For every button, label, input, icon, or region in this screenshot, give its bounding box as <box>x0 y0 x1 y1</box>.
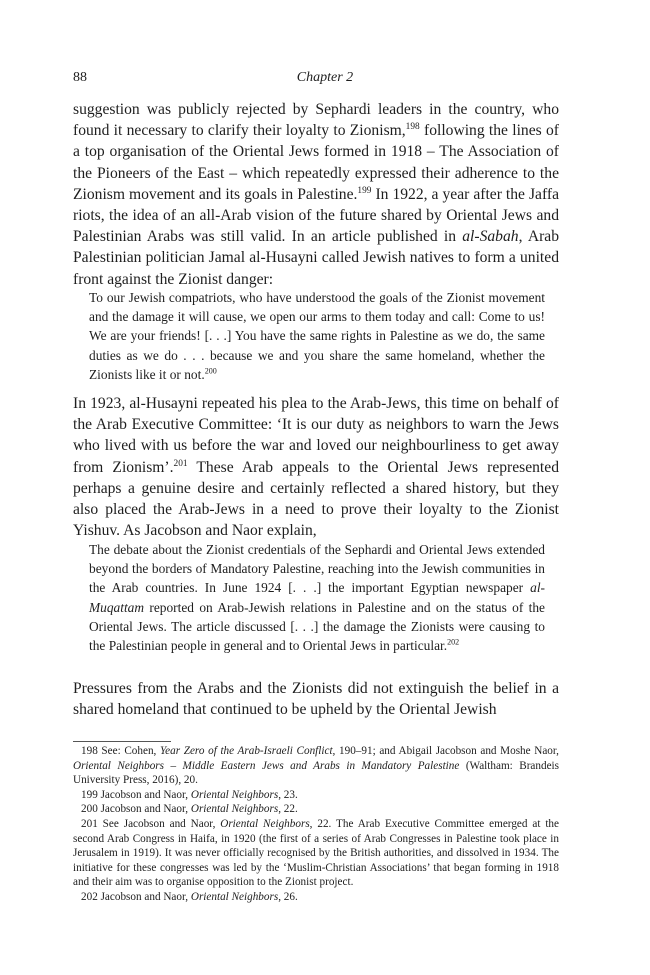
text: reported on Arab-Jewish relations in Palestine and on the status of the Oriental Jews. The article discussed [. . .] the damage the Zionists were causing to the Palestinian people in general and to Oriental Jews in particular. <box>89 599 545 654</box>
italic-title: al-Sabah <box>462 228 519 246</box>
footnote-199 <box>73 788 559 803</box>
text: Jacobson and Naor, <box>97 803 191 816</box>
text: See Jacobson and Naor, <box>97 817 221 830</box>
text: following the lines of a top organisation of the Oriental Jews formed in 1918 – The Association of the Pioneers of the East – which repeatedly expressed their adherence to the Zionism movement and its goals in Palestine. <box>73 122 559 203</box>
body-paragraph-3 <box>73 678 559 720</box>
footnote-202 <box>73 890 559 905</box>
footnote-200 <box>73 802 559 817</box>
footnote-number: 202 <box>81 890 98 903</box>
footnote-divider <box>73 741 171 742</box>
text: Jacobson and Naor, <box>97 890 191 903</box>
text: See: Cohen, <box>97 745 160 757</box>
footnote-ref-199[interactable]: 199 <box>357 185 372 196</box>
text: In 1922, a year after the Jaffa riots, the idea of an all-Arab vision of the future shared by Oriental Jews and Palestinian Arabs was still valid. In an article published in <box>73 185 559 246</box>
footnote-number: 199 <box>81 788 98 801</box>
text: , 22. <box>278 803 298 816</box>
text: Pressures from the Arabs and the Zionists did not extinguish the belief in a shared homeland that continued to be upheld by the Oriental Jewish <box>73 680 559 719</box>
block-quote-2 <box>89 540 545 655</box>
text: Jacobson and Naor, <box>97 788 191 801</box>
running-head: Chapter 2 <box>296 70 354 85</box>
text: To our Jewish compatriots, who have understood the goals of the Zionist movement and the damage it will cause, we open our arms to them today and call: Come to us! We are your friends! [. . .] You have the same rights in Palestine as we do, the same duties as we do . . . because we and you share the same homeland, whether the Zionists like it or not. <box>89 290 545 382</box>
footnote-number: 198 <box>81 745 98 757</box>
text: The debate about the Zionist credentials of the Sephardi and Oriental Jews extended beyond the borders of Mandatory Palestine, reaching into the Jewish communities in the Arab countries. In June 1924 [. . .] the important Egyptian newspaper <box>89 542 545 596</box>
footnote-number: 201 <box>81 817 98 830</box>
page-number: 88 <box>73 70 87 85</box>
text: In 1923, al-Husayni repeated his plea to the Arab-Jews, this time on behalf of the Arab Executive Committee: ‘It is our duty as neighbors to warn the Jews who lived with us before the war and loved our neighbourliness to get away from Zionism’. <box>73 395 559 476</box>
footnote-number: 200 <box>81 803 98 816</box>
italic-title: Oriental Neighbors <box>220 817 310 830</box>
text: , 26. <box>278 890 298 903</box>
footnote-201 <box>73 817 559 890</box>
text: 190–91; and Abigail Jacobson and Moshe Naor, <box>335 745 559 757</box>
footnote-198 <box>73 744 559 788</box>
italic-title: al-Muqattam <box>89 580 545 615</box>
italic-title: Oriental Neighbors – Middle Eastern Jews and Arabs in Mandatory Palestine <box>73 759 460 772</box>
block-quote-1 <box>89 288 545 384</box>
text: (Waltham: Brandeis University Press, 2016), 20. <box>73 759 559 787</box>
footnotes <box>73 744 559 905</box>
footnote-ref-202[interactable]: 202 <box>447 637 460 647</box>
body-paragraph-1 <box>73 99 559 290</box>
italic-title: Oriental Neighbors <box>190 788 279 801</box>
italic-title: Oriental Neighbors <box>190 890 279 903</box>
body-paragraph-2 <box>73 393 559 541</box>
text: , 23. <box>278 788 298 801</box>
italic-title: Year Zero of the Arab-Israeli Conflict, <box>159 745 336 757</box>
footnote-ref-201[interactable]: 201 <box>173 458 188 469</box>
text: These Arab appeals to the Oriental Jews represented perhaps a genuine desire and certainly reflected a shared history, but they also placed the Arab-Jews in a need to prove their loyalty to the Zionist Yishuv. As Jacobson and Naor explain, <box>73 458 559 540</box>
italic-title: Oriental Neighbors <box>190 803 279 816</box>
text: , Arab Palestinian politician Jamal al-Husayni called Jewish natives to form a united front against the Zionist danger: <box>73 228 560 288</box>
text: suggestion was publicly rejected by Sephardi leaders in the country, who found it necessary to clarify their loyalty to Zionism, <box>73 101 559 140</box>
footnote-ref-198[interactable]: 198 <box>405 122 420 133</box>
footnote-ref-200[interactable]: 200 <box>204 366 217 376</box>
text: , 22. The Arab Executive Committee emerged at the second Arab Congress in Haifa, in 1920 (the first of a series of Arab Congresses in Palestine took place in Jerusalem in 1919). It was never officially recognised by the British authorities, and dissolved in 1934. The initiative for these congresses was led by the ‘Muslim-Christian Associations’ that began forming in 1918 and their aim was to organise opposition to the Zionist project. <box>73 817 559 889</box>
